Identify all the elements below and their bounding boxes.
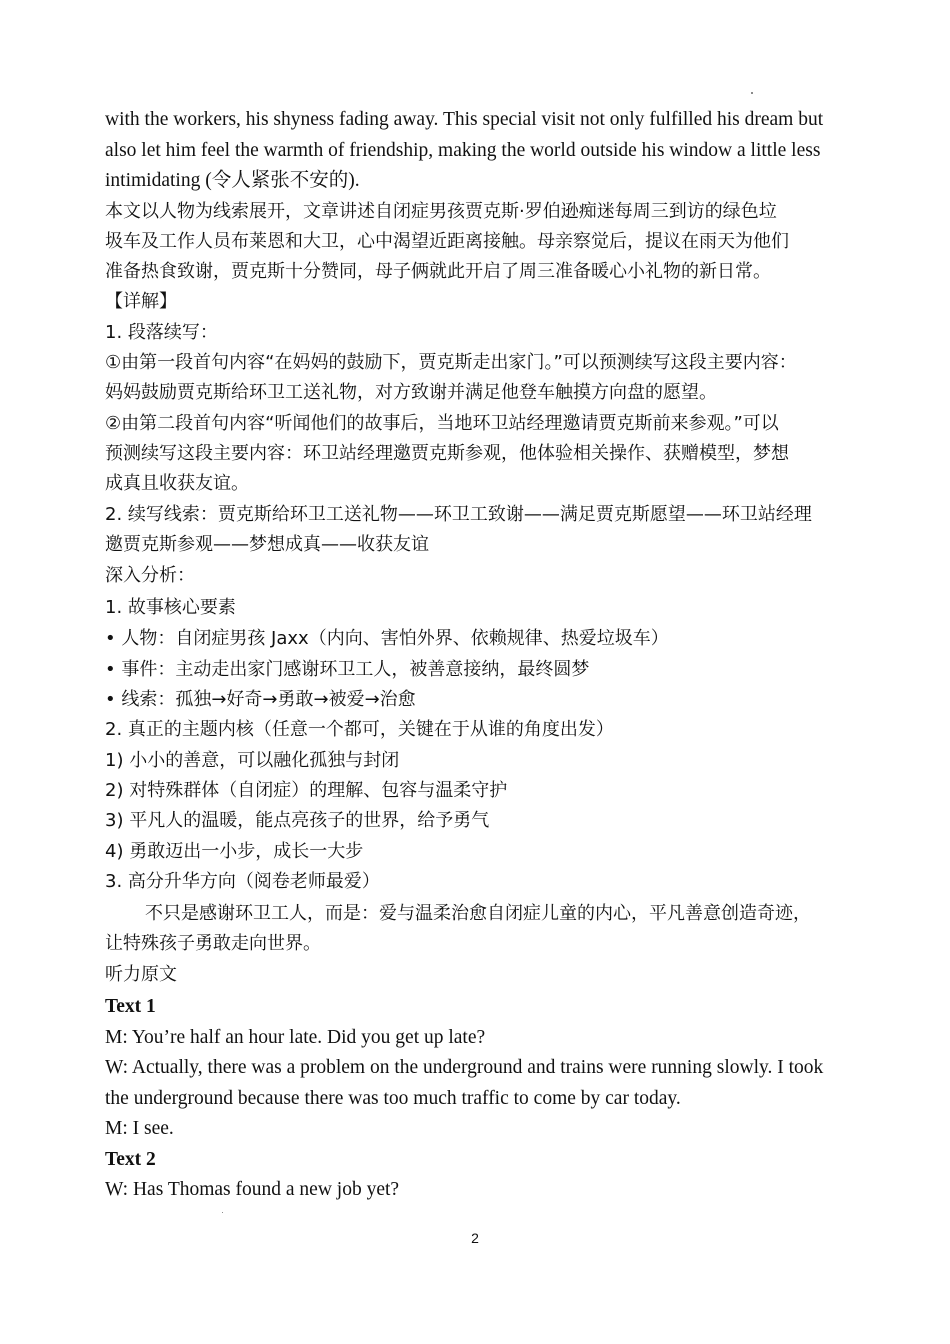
- analysis-core-item-1: • 人物：自闭症男孩 Jaxx（内向、害怕外界、依赖规律、热爱垃圾车）: [105, 628, 669, 649]
- analysis-core-item-3: • 线索：孤独→好奇→勇敢→被爱→治愈: [105, 689, 416, 710]
- page-number: 2: [471, 1230, 479, 1246]
- analysis-upgrade-line-2: 让特殊孩子勇敢走向世界。: [105, 933, 321, 954]
- listening-heading: 听力原文: [105, 964, 177, 985]
- analysis-heading: 深入分析：: [105, 565, 195, 586]
- summary-line-2: 圾车及工作人员布莱恩和大卫，心中渴望近距离接触。母亲察觉后，提议在雨天为他们: [105, 231, 789, 252]
- passage-line-2: also let him feel the warmth of friendship, making the world outside his window a little less: [105, 140, 821, 161]
- explanation-item2-line-1: 2. 续写线索：贾克斯给环卫工送礼物——环卫工致谢——满足贾克斯愿望——环卫站经理: [105, 504, 812, 525]
- explanation-item1-title: 1. 段落续写：: [105, 322, 218, 343]
- explanation-item1b-line-1: ②由第二段首句内容“听闻他们的故事后，当地环卫站经理邀请贾克斯前来参观。”可以: [105, 413, 779, 434]
- explanation-heading: 【详解】: [105, 291, 177, 312]
- explanation-item2-line-2: 邀贾克斯参观——梦想成真——收获友谊: [105, 534, 429, 555]
- passage-line-1: with the workers, his shyness fading away. This special visit not only fulfilled his dream but: [105, 109, 824, 130]
- analysis-core-item-2: • 事件：主动走出家门感谢环卫工人，被善意接纳，最终圆梦: [105, 659, 590, 680]
- explanation-item1b-line-3: 成真且收获友谊。: [105, 473, 249, 494]
- analysis-theme-4: 4) 勇敢迈出一小步，成长一大步: [105, 841, 364, 862]
- text2-line-1: W: Has Thomas found a new job yet?: [105, 1179, 400, 1200]
- analysis-theme-1: 1) 小小的善意，可以融化孤独与封闭: [105, 750, 400, 771]
- text1-line-1: M: You’re half an hour late. Did you get up late?: [105, 1027, 486, 1048]
- summary-line-1: 本文以人物为线索展开，文章讲述自闭症男孩贾克斯·罗伯逊痴迷每周三到访的绿色垃: [105, 201, 777, 222]
- analysis-theme-3: 3) 平凡人的温暖，能点亮孩子的世界，给予勇气: [105, 810, 490, 831]
- text1-line-2: W: Actually, there was a problem on the underground and trains were running slowly. I took: [105, 1057, 824, 1078]
- passage-line-3: intimidating (令人紧张不安的).: [105, 170, 360, 191]
- text1-line-4: M: I see.: [105, 1118, 174, 1139]
- analysis-theme-2: 2) 对特殊群体（自闭症）的理解、包容与温柔守护: [105, 780, 508, 801]
- text1-title: Text 1: [105, 996, 156, 1017]
- summary-line-3: 准备热食致谢，贾克斯十分赞同，母子俩就此开启了周三准备暖心小礼物的新日常。: [105, 261, 771, 282]
- explanation-item1a-line-2: 妈妈鼓励贾克斯给环卫工送礼物，对方致谢并满足他登车触摸方向盘的愿望。: [105, 382, 717, 403]
- text2-title: Text 2: [105, 1149, 156, 1170]
- explanation-item1b-line-2: 预测续写这段主要内容：环卫站经理邀贾克斯参观，他体验相关操作、获赠模型，梦想: [105, 443, 789, 464]
- analysis-upgrade-title: 3. 高分升华方向（阅卷老师最爱）: [105, 871, 380, 892]
- analysis-theme-title: 2. 真正的主题内核（任意一个都可，关键在于从谁的角度出发）: [105, 719, 614, 740]
- scan-speck: [222, 1212, 223, 1213]
- analysis-core-title: 1. 故事核心要素: [105, 597, 236, 618]
- analysis-upgrade-line-1: 不只是感谢环卫工人，而是：爱与温柔治愈自闭症儿童的内心，平凡善意创造奇迹，: [145, 903, 811, 924]
- explanation-item1a-line-1: ①由第一段首句内容“在妈妈的鼓励下，贾克斯走出家门。”可以预测续写这段主要内容：: [105, 352, 797, 373]
- text1-line-3: the underground because there was too much traffic to come by car today.: [105, 1088, 681, 1109]
- scan-speck: [751, 92, 753, 94]
